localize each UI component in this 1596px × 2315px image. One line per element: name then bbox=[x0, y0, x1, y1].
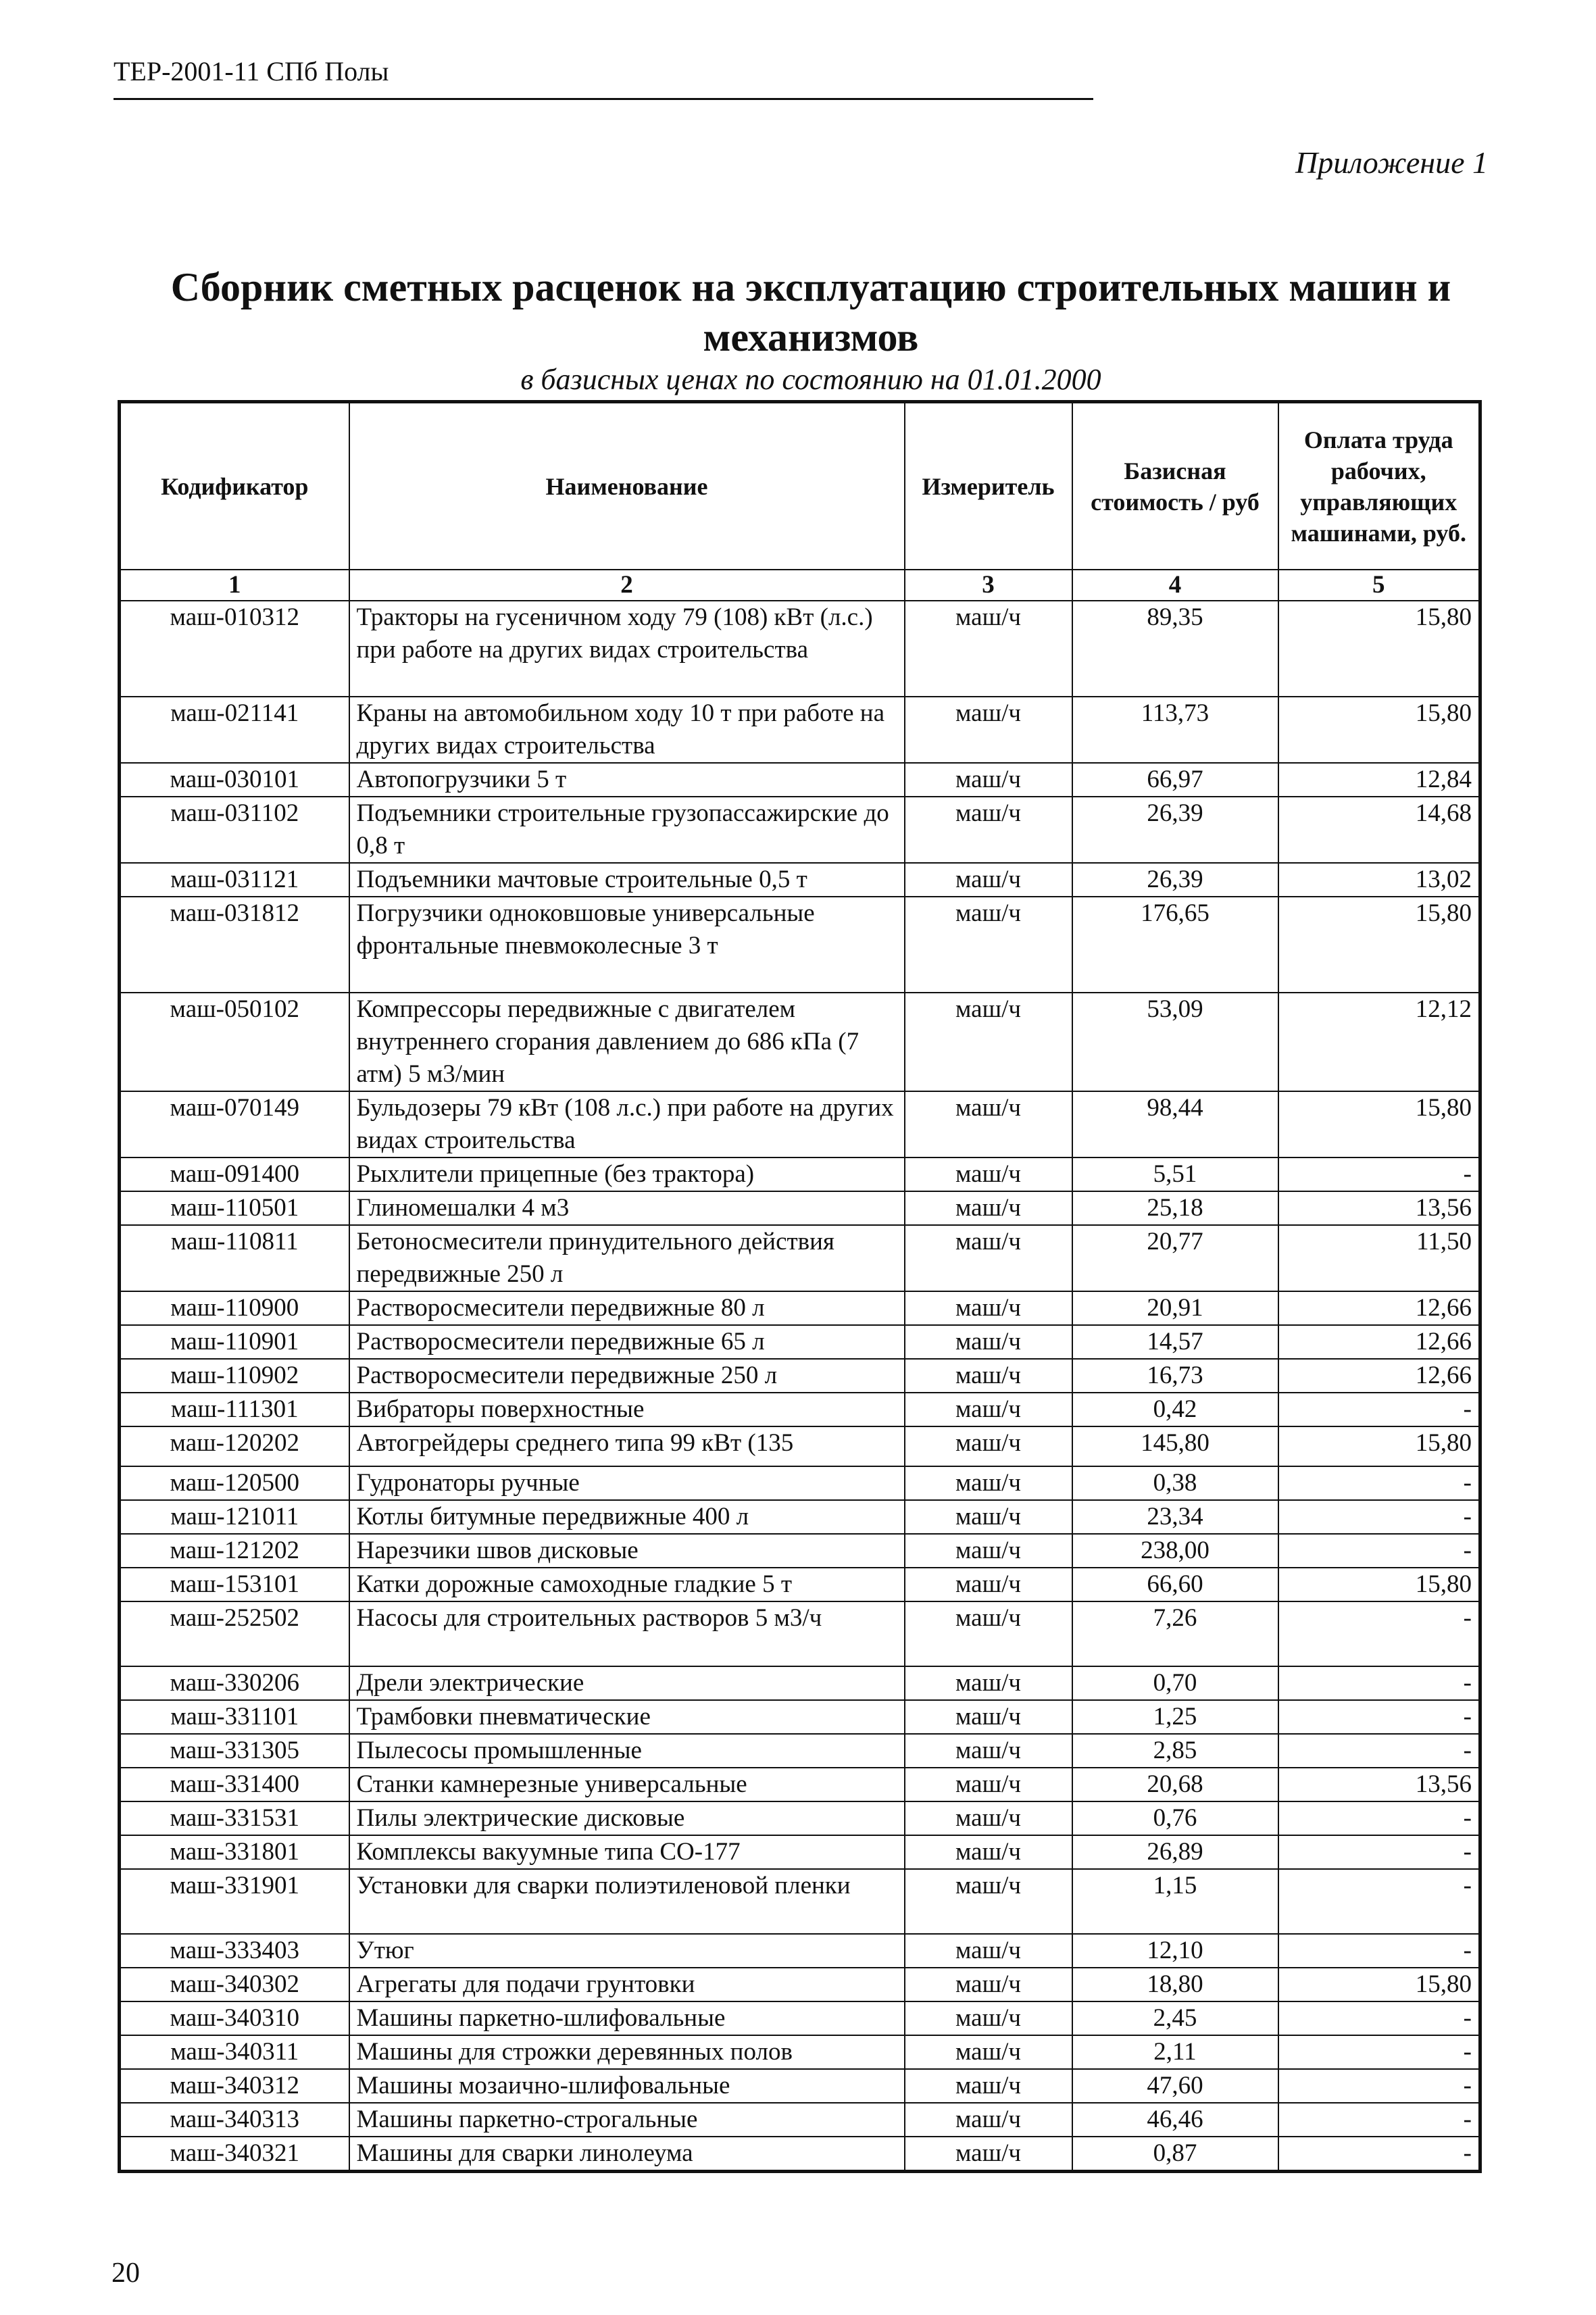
cell-code: маш-110902 bbox=[120, 1359, 349, 1393]
cell-unit: маш/ч bbox=[905, 1359, 1072, 1393]
table-row bbox=[120, 1768, 1480, 1801]
cell-cost: 176,65 bbox=[1072, 897, 1278, 993]
cell-wage: 12,12 bbox=[1278, 993, 1480, 1091]
page-subtitle: в базисных ценах по состоянию на 01.01.2000 bbox=[520, 363, 1101, 396]
table-row bbox=[120, 601, 1480, 697]
cell-name: Автогрейдеры среднего типа 99 кВт (135 bbox=[349, 1426, 905, 1466]
cell-cost: 7,26 bbox=[1072, 1601, 1278, 1666]
cell-wage: 12,66 bbox=[1278, 1359, 1480, 1393]
cell-code: маш-110900 bbox=[120, 1291, 349, 1325]
cell-wage: - bbox=[1278, 1734, 1480, 1768]
cell-name: Рыхлители прицепные (без трактора) bbox=[349, 1158, 905, 1191]
cell-name: Машины для строжки деревянных полов bbox=[349, 2035, 905, 2069]
cell-name: Нарезчики швов дисковые bbox=[349, 1534, 905, 1568]
table-row bbox=[120, 763, 1480, 797]
table-row bbox=[120, 1700, 1480, 1734]
table-row bbox=[120, 863, 1480, 897]
cell-unit: маш/ч bbox=[905, 1534, 1072, 1568]
table-row bbox=[120, 2035, 1480, 2069]
cell-cost: 20,68 bbox=[1072, 1768, 1278, 1801]
column-number: 2 bbox=[349, 570, 905, 601]
cell-wage: - bbox=[1278, 2069, 1480, 2103]
table-row bbox=[120, 993, 1480, 1091]
table-body bbox=[120, 570, 1480, 2172]
cell-cost: 14,57 bbox=[1072, 1325, 1278, 1359]
table-row bbox=[120, 1568, 1480, 1601]
cell-wage: - bbox=[1278, 1601, 1480, 1666]
table-row bbox=[120, 1801, 1480, 1835]
cell-unit: маш/ч bbox=[905, 1500, 1072, 1534]
cell-unit: маш/ч bbox=[905, 1968, 1072, 2001]
cell-wage: 15,80 bbox=[1278, 1568, 1480, 1601]
cell-wage: - bbox=[1278, 1534, 1480, 1568]
cell-name: Трамбовки пневматические bbox=[349, 1700, 905, 1734]
column-number: 4 bbox=[1072, 570, 1278, 601]
cell-unit: маш/ч bbox=[905, 1734, 1072, 1768]
cell-name: Насосы для строительных растворов 5 м3/ч bbox=[349, 1601, 905, 1666]
cell-cost: 2,11 bbox=[1072, 2035, 1278, 2069]
table-row bbox=[120, 2001, 1480, 2035]
header-rule bbox=[114, 98, 1093, 100]
cell-wage: - bbox=[1278, 2137, 1480, 2172]
table-row bbox=[120, 1500, 1480, 1534]
cell-code: маш-340310 bbox=[120, 2001, 349, 2035]
table-row bbox=[120, 1534, 1480, 1568]
cell-name: Утюг bbox=[349, 1934, 905, 1968]
appendix-label: Приложение 1 bbox=[1295, 145, 1488, 180]
table-row bbox=[120, 1869, 1480, 1934]
document-header: ТЕР-2001-11 СПб Полы bbox=[114, 56, 389, 86]
cell-code: маш-340321 bbox=[120, 2137, 349, 2172]
cell-name: Гудронаторы ручные bbox=[349, 1466, 905, 1500]
cell-unit: маш/ч bbox=[905, 1191, 1072, 1225]
cell-cost: 98,44 bbox=[1072, 1091, 1278, 1158]
rates-table bbox=[118, 400, 1482, 2173]
cell-unit: маш/ч bbox=[905, 1426, 1072, 1466]
cell-wage: 13,56 bbox=[1278, 1768, 1480, 1801]
cell-wage: 12,66 bbox=[1278, 1291, 1480, 1325]
cell-cost: 5,51 bbox=[1072, 1158, 1278, 1191]
cell-code: маш-331101 bbox=[120, 1700, 349, 1734]
cell-code: маш-252502 bbox=[120, 1601, 349, 1666]
cell-cost: 2,45 bbox=[1072, 2001, 1278, 2035]
page-title bbox=[115, 262, 1507, 362]
cell-name: Пылесосы промышленные bbox=[349, 1734, 905, 1768]
column-number: 1 bbox=[120, 570, 349, 601]
cell-code: маш-070149 bbox=[120, 1091, 349, 1158]
cell-wage: 15,80 bbox=[1278, 601, 1480, 697]
cell-cost: 12,10 bbox=[1072, 1934, 1278, 1968]
cell-name: Дрели электрические bbox=[349, 1666, 905, 1700]
cell-wage: - bbox=[1278, 1700, 1480, 1734]
cell-code: маш-120500 bbox=[120, 1466, 349, 1500]
cell-wage: - bbox=[1278, 1869, 1480, 1934]
cell-unit: маш/ч bbox=[905, 863, 1072, 897]
cell-code: маш-340312 bbox=[120, 2069, 349, 2103]
cell-code: маш-340311 bbox=[120, 2035, 349, 2069]
cell-unit: маш/ч bbox=[905, 1325, 1072, 1359]
cell-unit: маш/ч bbox=[905, 1225, 1072, 1291]
header-code: Кодификатор bbox=[120, 402, 349, 570]
cell-unit: маш/ч bbox=[905, 797, 1072, 863]
cell-wage: 12,66 bbox=[1278, 1325, 1480, 1359]
cell-unit: маш/ч bbox=[905, 1869, 1072, 1934]
cell-wage: 11,50 bbox=[1278, 1225, 1480, 1291]
cell-name: Компрессоры передвижные с двигателем внутреннего сгорания давлением до 686 кПа (7 атм) 5 м3/мин bbox=[349, 993, 905, 1091]
cell-wage: 12,84 bbox=[1278, 763, 1480, 797]
cell-code: маш-331400 bbox=[120, 1768, 349, 1801]
cell-wage: - bbox=[1278, 1801, 1480, 1835]
table-row bbox=[120, 797, 1480, 863]
cell-code: маш-340313 bbox=[120, 2103, 349, 2137]
cell-cost: 20,77 bbox=[1072, 1225, 1278, 1291]
cell-cost: 0,76 bbox=[1072, 1801, 1278, 1835]
cell-unit: маш/ч bbox=[905, 1666, 1072, 1700]
cell-cost: 26,39 bbox=[1072, 797, 1278, 863]
cell-unit: маш/ч bbox=[905, 1091, 1072, 1158]
cell-unit: маш/ч bbox=[905, 1466, 1072, 1500]
cell-unit: маш/ч bbox=[905, 2035, 1072, 2069]
cell-name: Растворосмесители передвижные 80 л bbox=[349, 1291, 905, 1325]
cell-code: маш-331801 bbox=[120, 1835, 349, 1869]
cell-cost: 0,38 bbox=[1072, 1466, 1278, 1500]
table-row bbox=[120, 1466, 1480, 1500]
cell-wage: - bbox=[1278, 2035, 1480, 2069]
cell-unit: маш/ч bbox=[905, 1835, 1072, 1869]
cell-code: маш-110901 bbox=[120, 1325, 349, 1359]
header-name: Наименование bbox=[349, 402, 905, 570]
cell-cost: 26,89 bbox=[1072, 1835, 1278, 1869]
cell-cost: 26,39 bbox=[1072, 863, 1278, 897]
cell-name: Комплексы вакуумные типа СО-177 bbox=[349, 1835, 905, 1869]
cell-code: маш-050102 bbox=[120, 993, 349, 1091]
cell-unit: маш/ч bbox=[905, 2103, 1072, 2137]
cell-unit: маш/ч bbox=[905, 897, 1072, 993]
cell-cost: 2,85 bbox=[1072, 1734, 1278, 1768]
cell-code: маш-340302 bbox=[120, 1968, 349, 2001]
cell-code: маш-331901 bbox=[120, 1869, 349, 1934]
cell-wage: - bbox=[1278, 1934, 1480, 1968]
table-row bbox=[120, 1835, 1480, 1869]
cell-unit: маш/ч bbox=[905, 1700, 1072, 1734]
cell-wage: - bbox=[1278, 2103, 1480, 2137]
cell-code: маш-121011 bbox=[120, 1500, 349, 1534]
cell-wage: - bbox=[1278, 1835, 1480, 1869]
cell-code: маш-031121 bbox=[120, 863, 349, 897]
cell-wage: 15,80 bbox=[1278, 697, 1480, 763]
column-number-row bbox=[120, 570, 1480, 601]
cell-name: Станки камнерезные универсальные bbox=[349, 1768, 905, 1801]
header-cost: Базисная стоимость / руб bbox=[1072, 402, 1278, 570]
cell-cost: 20,91 bbox=[1072, 1291, 1278, 1325]
cell-wage: - bbox=[1278, 1393, 1480, 1426]
cell-unit: маш/ч bbox=[905, 1393, 1072, 1426]
cell-wage: - bbox=[1278, 1666, 1480, 1700]
table-row bbox=[120, 2103, 1480, 2137]
cell-name: Растворосмесители передвижные 250 л bbox=[349, 1359, 905, 1393]
cell-cost: 16,73 bbox=[1072, 1359, 1278, 1393]
cell-cost: 0,87 bbox=[1072, 2137, 1278, 2172]
cell-name: Краны на автомобильном ходу 10 т при работе на других видах строительства bbox=[349, 697, 905, 763]
cell-name: Катки дорожные самоходные гладкие 5 т bbox=[349, 1568, 905, 1601]
cell-unit: маш/ч bbox=[905, 1601, 1072, 1666]
table-row bbox=[120, 1426, 1480, 1466]
cell-wage: 14,68 bbox=[1278, 797, 1480, 863]
cell-name: Пилы электрические дисковые bbox=[349, 1801, 905, 1835]
cell-cost: 46,46 bbox=[1072, 2103, 1278, 2137]
cell-wage: 15,80 bbox=[1278, 1426, 1480, 1466]
table-row bbox=[120, 1191, 1480, 1225]
cell-unit: маш/ч bbox=[905, 1158, 1072, 1191]
cell-code: маш-091400 bbox=[120, 1158, 349, 1191]
table-row bbox=[120, 697, 1480, 763]
column-number: 3 bbox=[905, 570, 1072, 601]
header-unit: Измеритель bbox=[905, 402, 1072, 570]
cell-wage: - bbox=[1278, 1500, 1480, 1534]
table-row bbox=[120, 1934, 1480, 1968]
cell-name: Растворосмесители передвижные 65 л bbox=[349, 1325, 905, 1359]
cell-name: Машины мозаично-шлифовальные bbox=[349, 2069, 905, 2103]
cell-cost: 23,34 bbox=[1072, 1500, 1278, 1534]
cell-code: маш-331305 bbox=[120, 1734, 349, 1768]
table-row bbox=[120, 2069, 1480, 2103]
table-row bbox=[120, 1359, 1480, 1393]
cell-wage: - bbox=[1278, 1466, 1480, 1500]
cell-code: маш-030101 bbox=[120, 763, 349, 797]
cell-cost: 66,60 bbox=[1072, 1568, 1278, 1601]
cell-code: маш-031102 bbox=[120, 797, 349, 863]
page-number: 20 bbox=[111, 2258, 140, 2289]
cell-name: Котлы битумные передвижные 400 л bbox=[349, 1500, 905, 1534]
cell-unit: маш/ч bbox=[905, 993, 1072, 1091]
cell-name: Автопогрузчики 5 т bbox=[349, 763, 905, 797]
cell-wage: 15,80 bbox=[1278, 897, 1480, 993]
cell-unit: маш/ч bbox=[905, 1934, 1072, 1968]
cell-unit: маш/ч bbox=[905, 1568, 1072, 1601]
table-row bbox=[120, 1393, 1480, 1426]
cell-unit: маш/ч bbox=[905, 1768, 1072, 1801]
cell-code: маш-111301 bbox=[120, 1393, 349, 1426]
cell-name: Глиномешалки 4 м3 bbox=[349, 1191, 905, 1225]
cell-name: Бетоносмесители принудительного действия передвижные 250 л bbox=[349, 1225, 905, 1291]
cell-cost: 53,09 bbox=[1072, 993, 1278, 1091]
cell-name: Агрегаты для подачи грунтовки bbox=[349, 1968, 905, 2001]
cell-code: маш-333403 bbox=[120, 1934, 349, 1968]
cell-code: маш-110501 bbox=[120, 1191, 349, 1225]
cell-code: маш-153101 bbox=[120, 1568, 349, 1601]
header-wage: Оплата труда рабочих, управляющих машинами, руб. bbox=[1278, 402, 1480, 570]
cell-code: маш-330206 bbox=[120, 1666, 349, 1700]
table-row bbox=[120, 1291, 1480, 1325]
cell-code: маш-010312 bbox=[120, 601, 349, 697]
table-row bbox=[120, 1968, 1480, 2001]
cell-code: маш-121202 bbox=[120, 1534, 349, 1568]
cell-wage: 15,80 bbox=[1278, 1968, 1480, 2001]
cell-unit: маш/ч bbox=[905, 2069, 1072, 2103]
cell-unit: маш/ч bbox=[905, 601, 1072, 697]
cell-cost: 89,35 bbox=[1072, 601, 1278, 697]
cell-name: Установки для сварки полиэтиленовой пленки bbox=[349, 1869, 905, 1934]
cell-unit: маш/ч bbox=[905, 1801, 1072, 1835]
cell-cost: 145,80 bbox=[1072, 1426, 1278, 1466]
cell-cost: 238,00 bbox=[1072, 1534, 1278, 1568]
table-row bbox=[120, 1666, 1480, 1700]
title-line-1: Сборник сметных расценок на эксплуатацию строительных машин и bbox=[170, 265, 1451, 309]
table-row bbox=[120, 1225, 1480, 1291]
cell-cost: 113,73 bbox=[1072, 697, 1278, 763]
cell-cost: 18,80 bbox=[1072, 1968, 1278, 2001]
cell-cost: 66,97 bbox=[1072, 763, 1278, 797]
cell-code: маш-120202 bbox=[120, 1426, 349, 1466]
table-row bbox=[120, 1091, 1480, 1158]
cell-cost: 1,15 bbox=[1072, 1869, 1278, 1934]
cell-name: Подъемники строительные грузопассажирские до 0,8 т bbox=[349, 797, 905, 863]
cell-name: Бульдозеры 79 кВт (108 л.с.) при работе на других видах строительства bbox=[349, 1091, 905, 1158]
table-row bbox=[120, 2137, 1480, 2172]
table-row bbox=[120, 1734, 1480, 1768]
table-row bbox=[120, 1158, 1480, 1191]
cell-unit: маш/ч bbox=[905, 697, 1072, 763]
cell-code: маш-021141 bbox=[120, 697, 349, 763]
cell-name: Погрузчики одноковшовые универсальные фронтальные пневмоколесные 3 т bbox=[349, 897, 905, 993]
cell-unit: маш/ч bbox=[905, 2001, 1072, 2035]
cell-name: Машины паркетно-шлифовальные bbox=[349, 2001, 905, 2035]
table-header-row bbox=[120, 402, 1480, 570]
cell-unit: маш/ч bbox=[905, 763, 1072, 797]
cell-name: Вибраторы поверхностные bbox=[349, 1393, 905, 1426]
cell-unit: маш/ч bbox=[905, 2137, 1072, 2172]
cell-cost: 1,25 bbox=[1072, 1700, 1278, 1734]
cell-wage: - bbox=[1278, 1158, 1480, 1191]
cell-unit: маш/ч bbox=[905, 1291, 1072, 1325]
cell-cost: 25,18 bbox=[1072, 1191, 1278, 1225]
cell-wage: 15,80 bbox=[1278, 1091, 1480, 1158]
cell-wage: 13,02 bbox=[1278, 863, 1480, 897]
table-row bbox=[120, 1601, 1480, 1666]
cell-name: Подъемники мачтовые строительные 0,5 т bbox=[349, 863, 905, 897]
cell-wage: 13,56 bbox=[1278, 1191, 1480, 1225]
cell-code: маш-031812 bbox=[120, 897, 349, 993]
table-row bbox=[120, 897, 1480, 993]
cell-cost: 47,60 bbox=[1072, 2069, 1278, 2103]
cell-name: Тракторы на гусеничном ходу 79 (108) кВт (л.с.) при работе на других видах строительства bbox=[349, 601, 905, 697]
cell-cost: 0,70 bbox=[1072, 1666, 1278, 1700]
cell-name: Машины для сварки линолеума bbox=[349, 2137, 905, 2172]
cell-wage: - bbox=[1278, 2001, 1480, 2035]
cell-code: маш-110811 bbox=[120, 1225, 349, 1291]
title-line-2: механизмов bbox=[703, 315, 919, 359]
column-number: 5 bbox=[1278, 570, 1480, 601]
cell-cost: 0,42 bbox=[1072, 1393, 1278, 1426]
cell-code: маш-331531 bbox=[120, 1801, 349, 1835]
table-row bbox=[120, 1325, 1480, 1359]
cell-name: Машины паркетно-строгальные bbox=[349, 2103, 905, 2137]
